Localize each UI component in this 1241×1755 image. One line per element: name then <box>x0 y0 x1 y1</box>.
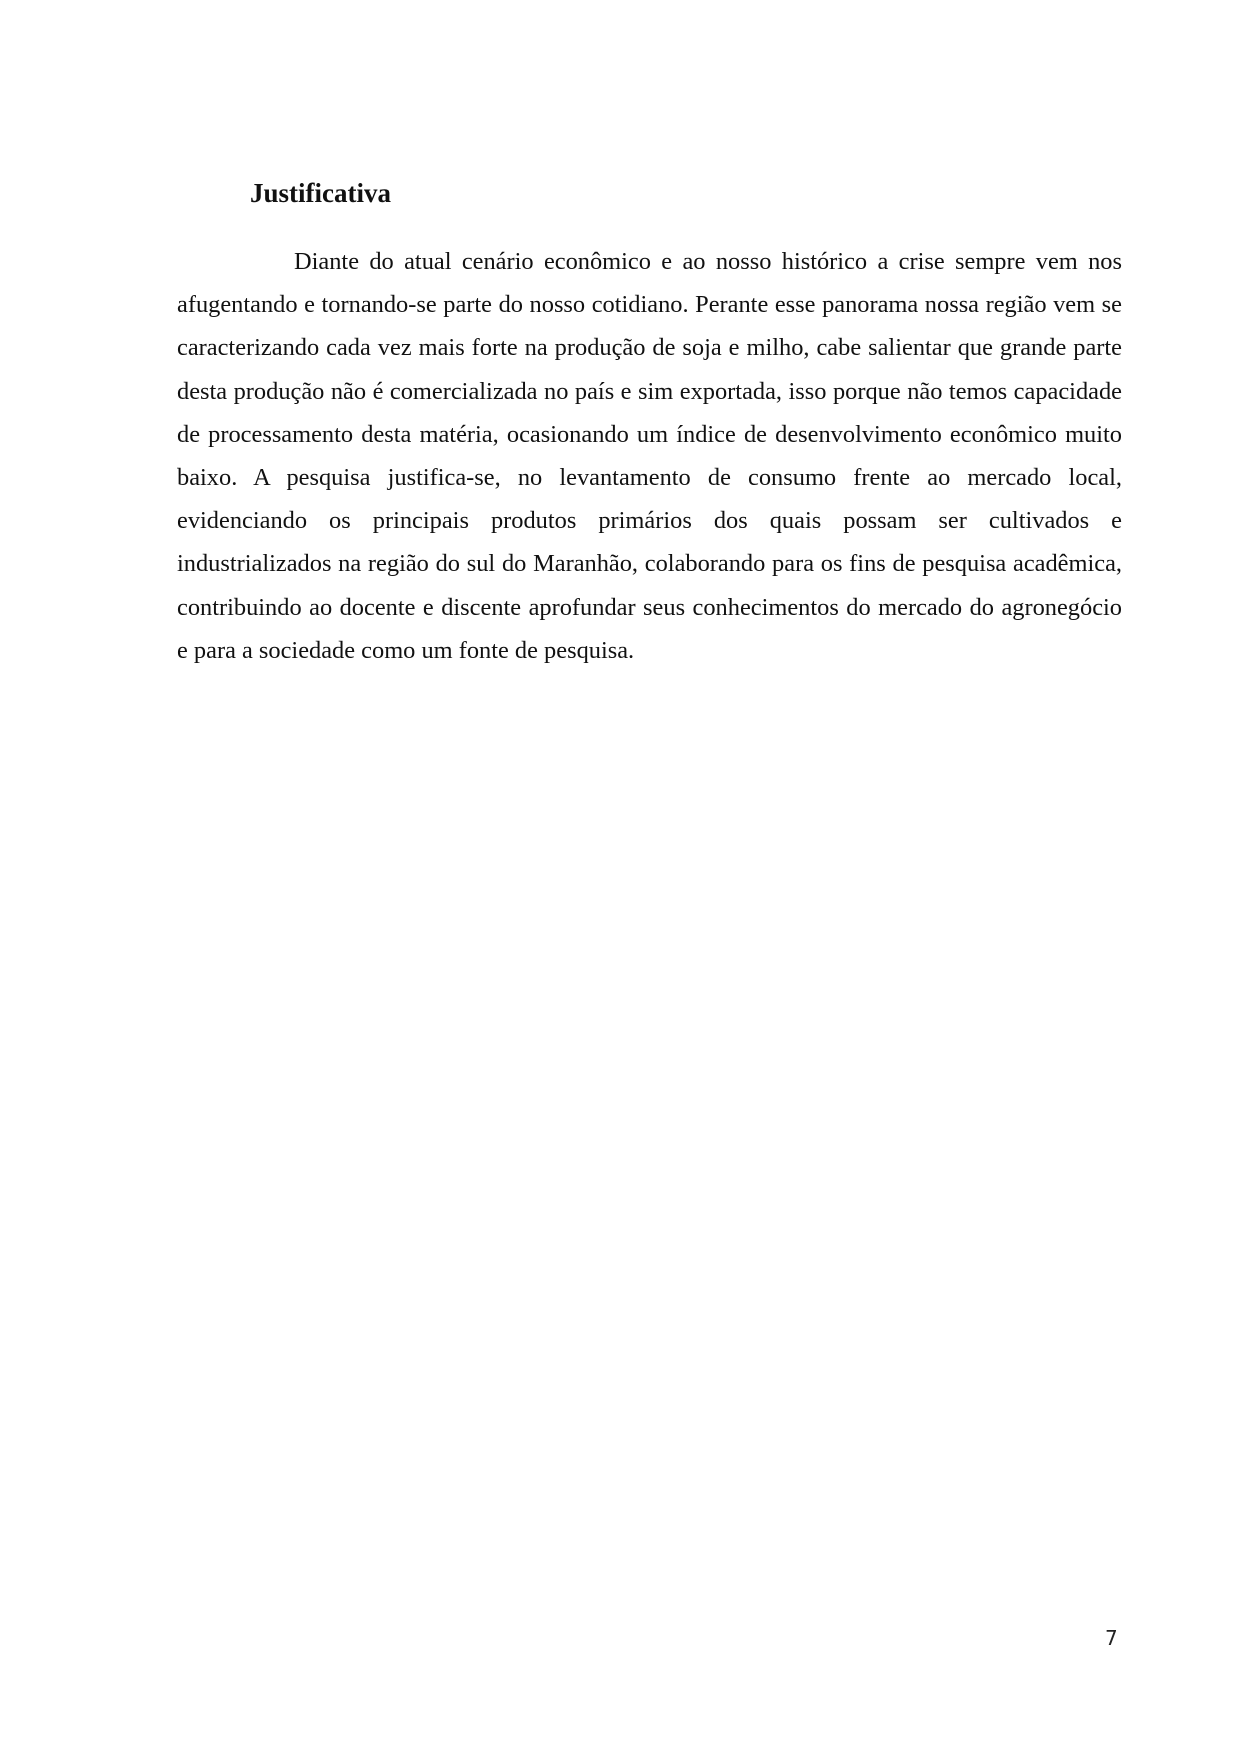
page-number: 7 <box>1105 1626 1118 1650</box>
section-title: Justificativa <box>250 178 391 208</box>
justification-paragraph: Diante do atual cenário econômico e ao nosso histórico a crise sempre vem nos afugentando e tornando-se parte do nosso cotidiano. Perante esse panorama nossa região vem se caracterizando cada vez mais forte na produção de soja e milho, cabe salientar que grande parte desta produção não é comercializada no país e sim exportada, isso porque não temos capacidade de processamento desta matéria, ocasionando um índice de desenvolvimento econômico muito baixo. A pesquisa justifica-se, no levantamento de consumo frente ao mercado local, evidenciando os principais produtos primários dos quais possam ser cultivados e industrializados na região do sul do Maranhão, colaborando para os fins de pesquisa acadêmica, contribuindo ao docente e discente aprofundar seus conhecimentos do mercado do agronegócio e para a sociedade como um fonte de pesquisa. <box>177 248 1122 664</box>
